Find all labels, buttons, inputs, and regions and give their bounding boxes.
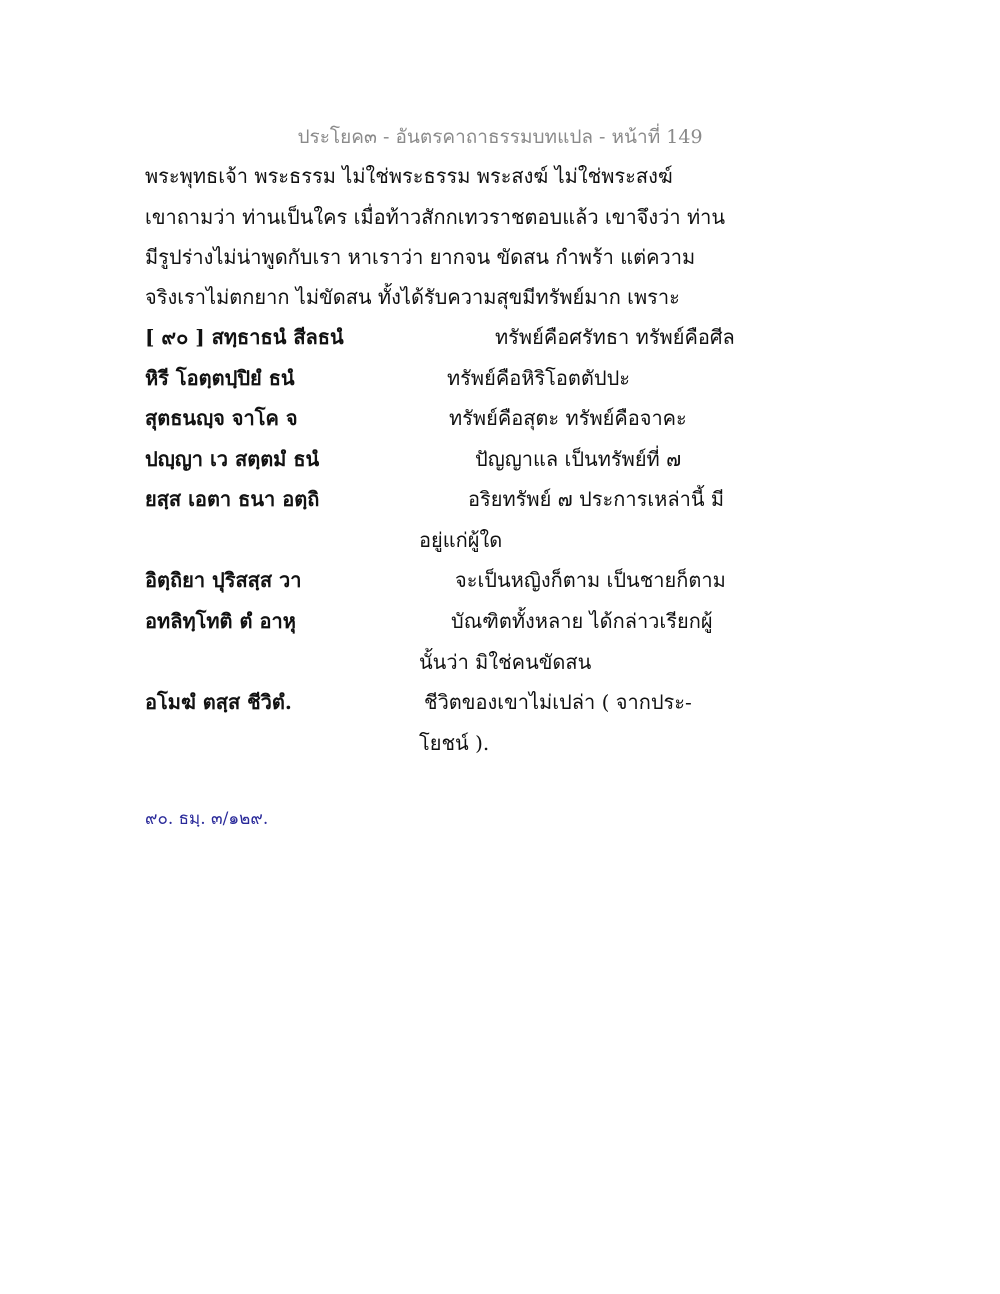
- prose-line: เขาถามว่า ท่านเป็นใคร เมื่อท้าวสักกเทวราชตอบแล้ว เขาจึงว่า ท่าน: [145, 205, 726, 229]
- prose-line: มีรูปร่างไม่น่าพูดกับเรา หาเราว่า ยากจน ขัดสน กำพร้า แต่ความ: [145, 245, 696, 269]
- verse-translation: ชีวิตของเขาไม่เปล่า ( จากประ-: [424, 690, 692, 714]
- pali-verse-line: [ ๙๐ ] สทฺธาธนํ สีลธนํ: [145, 325, 344, 349]
- pali-verse-line: หิรี โอตฺตปฺปิยํ ธนํ: [145, 366, 295, 390]
- verse-translation-continued: อยู่แก่ผู้ใด: [419, 528, 503, 552]
- verse-translation: อริยทรัพย์ ๗ ประการเหล่านี้ มี: [468, 487, 725, 511]
- pali-verse-line: สุตธนญฺจ จาโค จ: [145, 406, 298, 430]
- pali-verse-line: อิตฺถิยา ปุริสสฺส วา: [145, 568, 302, 592]
- verse-translation: ปัญญาแล เป็นทรัพย์ที่ ๗: [475, 447, 682, 471]
- prose-line: จริงเราไม่ตกยาก ไม่ขัดสน ทั้งได้รับความสุขมีทรัพย์มาก เพราะ: [145, 285, 680, 309]
- prose-line: พระพุทธเจ้า พระธรรม ไม่ใช่พระธรรม พระสงฆ์ ไม่ใช่พระสงฆ์: [145, 164, 673, 188]
- verse-translation: ทรัพย์คือศรัทธา ทรัพย์คือศีล: [495, 325, 735, 349]
- pali-verse-line: ปญฺญา เว สตฺตมํ ธนํ: [145, 447, 320, 471]
- pali-verse-line: อทลิทฺโทติ ตํ อาหุ: [145, 609, 296, 633]
- pali-verse-line: อโมฆํ ตสฺส ชีวิตํ.: [145, 690, 292, 714]
- verse-translation: จะเป็นหญิงก็ตาม เป็นชายก็ตาม: [455, 568, 726, 592]
- verse-translation-continued: โยชน์ ).: [419, 731, 490, 755]
- verse-translation: ทรัพย์คือสุตะ ทรัพย์คือจาคะ: [449, 406, 687, 430]
- pali-verse-line: ยสฺส เอตา ธนา อตฺถิ: [145, 487, 320, 511]
- page-header: ประโยค๓ - อันตรคาถาธรรมบทแปล - หน้าที่ 149: [297, 126, 703, 148]
- footnote: ๙๐. ธมฺ. ๓/๑๒๙.: [145, 809, 269, 829]
- verse-translation: ทรัพย์คือหิริโอตตัปปะ: [447, 366, 631, 390]
- verse-translation-continued: นั้นว่า มิใช่คนขัดสน: [419, 650, 592, 674]
- verse-translation: บัณฑิตทั้งหลาย ได้กล่าวเรียกผู้: [451, 609, 713, 633]
